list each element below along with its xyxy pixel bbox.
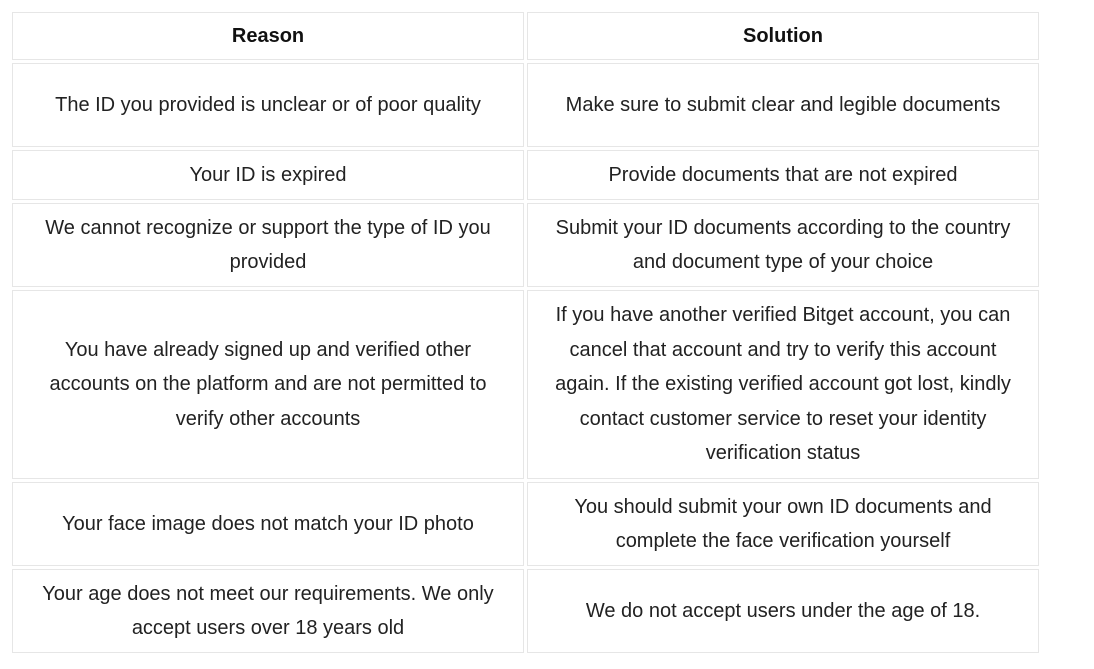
- table-row: [12, 203, 1039, 287]
- solution-cell: You should submit your own ID documents and complete the face verification yourself: [527, 482, 1039, 566]
- table-row: [12, 63, 1039, 147]
- solution-cell: We do not accept users under the age of 18.: [527, 569, 1039, 653]
- reason-cell: Your ID is expired: [12, 150, 524, 200]
- table-header-row: [12, 12, 1039, 60]
- reason-cell: The ID you provided is unclear or of poor quality: [12, 63, 524, 147]
- reason-cell: Your age does not meet our requirements. We only accept users over 18 years old: [12, 569, 524, 653]
- table-row: [12, 150, 1039, 200]
- solution-cell: Provide documents that are not expired: [527, 150, 1039, 200]
- header-solution: Solution: [527, 12, 1039, 60]
- solution-cell: Make sure to submit clear and legible documents: [527, 63, 1039, 147]
- reason-cell: Your face image does not match your ID photo: [12, 482, 524, 566]
- table-row: [12, 482, 1039, 566]
- verification-failure-table: [9, 9, 1042, 656]
- table-row: [12, 290, 1039, 479]
- solution-cell: Submit your ID documents according to the country and document type of your choice: [527, 203, 1039, 287]
- solution-cell: If you have another verified Bitget account, you can cancel that account and try to verify this account again. If the existing verified account got lost, kindly contact customer service to reset your identity verification status: [527, 290, 1039, 479]
- table-row: [12, 569, 1039, 653]
- reason-cell: We cannot recognize or support the type of ID you provided: [12, 203, 524, 287]
- reason-cell: You have already signed up and verified other accounts on the platform and are not permitted to verify other accounts: [12, 290, 524, 479]
- header-reason: Reason: [12, 12, 524, 60]
